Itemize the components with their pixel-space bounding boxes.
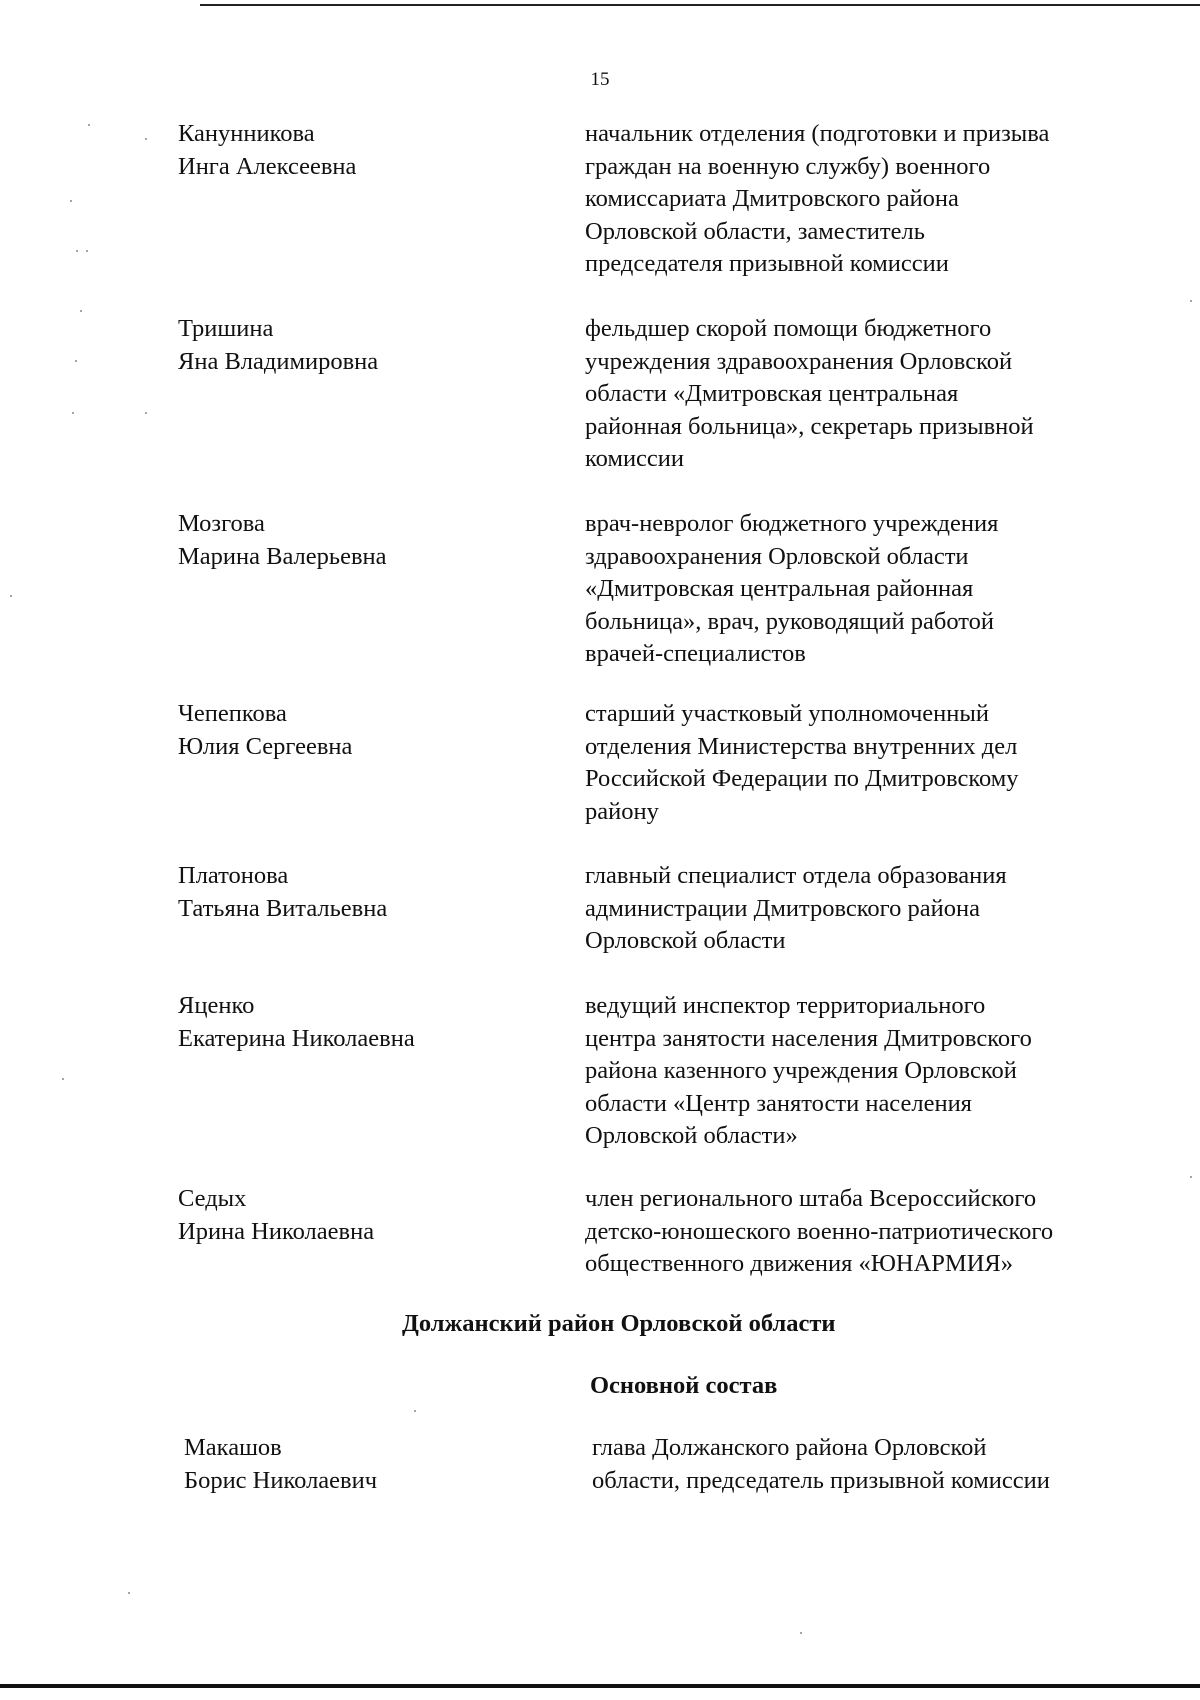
role-line: ведущий инспектор территориального xyxy=(585,992,986,1019)
member-role xyxy=(585,990,1145,1153)
role-line: главный специалист отдела образования xyxy=(585,862,1007,889)
role-line: области «Дмитровская центральная xyxy=(585,380,959,407)
member-role xyxy=(585,508,1145,671)
member-name xyxy=(178,1183,558,1248)
scan-speck xyxy=(72,412,74,414)
scan-speck xyxy=(70,200,72,202)
role-line: комиссариата Дмитровского района xyxy=(585,185,959,212)
role-line: начальник отделения (подготовки и призыва xyxy=(585,120,1050,147)
member-role xyxy=(585,118,1145,281)
role-line: старший участковый уполномоченный xyxy=(585,700,989,727)
section-title: Должанский район Орловской области xyxy=(402,1310,836,1337)
scan-speck xyxy=(80,310,82,312)
scan-edge-bottom xyxy=(0,1684,1200,1688)
member-surname: Мозгова xyxy=(178,510,265,537)
role-line: председателя призывной комиссии xyxy=(585,250,949,277)
section-subtitle: Основной состав xyxy=(590,1372,778,1399)
role-line: фельдшер скорой помощи бюджетного xyxy=(585,315,992,342)
scan-speck xyxy=(1190,1176,1192,1178)
member-surname: Канунникова xyxy=(178,120,315,147)
member-surname: Седых xyxy=(178,1185,247,1212)
member-surname: Макашов xyxy=(184,1434,282,1461)
role-line: глава Должанского района Орловской xyxy=(592,1434,987,1461)
member-surname: Чепепкова xyxy=(178,700,287,727)
scan-speck xyxy=(75,360,77,362)
member-role xyxy=(585,1183,1145,1281)
role-line: области, председатель призывной комиссии xyxy=(592,1466,1050,1494)
member-given-names: Марина Валерьевна xyxy=(178,542,387,570)
role-line: администрации Дмитровского района xyxy=(585,894,980,922)
role-line: Орловской области» xyxy=(585,1122,798,1149)
member-name xyxy=(178,118,558,183)
page-number: 15 xyxy=(590,69,610,90)
scan-edge-top xyxy=(200,4,1200,6)
member-given-names: Екатерина Николаевна xyxy=(178,1024,415,1052)
scan-speck xyxy=(76,250,78,252)
member-role xyxy=(585,313,1145,476)
member-name xyxy=(178,698,558,763)
member-given-names: Татьяна Витальевна xyxy=(178,894,388,922)
role-line: врачей-специалистов xyxy=(585,640,806,667)
member-surname: Платонова xyxy=(178,862,289,889)
member-name xyxy=(178,990,558,1055)
scan-speck xyxy=(62,1078,64,1080)
scan-speck xyxy=(145,138,147,140)
member-name xyxy=(178,860,558,925)
member-given-names: Борис Николаевич xyxy=(184,1466,378,1494)
role-line: области «Центр занятости населения xyxy=(585,1089,972,1117)
member-surname: Тришина xyxy=(178,315,274,342)
role-line: детско-юношеского военно-патриотического xyxy=(585,1217,1054,1245)
role-line: Орловской области, заместитель xyxy=(585,217,925,245)
scan-speck xyxy=(86,250,88,252)
scan-speck xyxy=(145,412,147,414)
member-name xyxy=(178,313,558,378)
member-role xyxy=(592,1432,1152,1497)
role-line: учреждения здравоохранения Орловской xyxy=(585,347,1013,375)
role-line: районная больница», секретарь призывной xyxy=(585,412,1034,440)
member-given-names: Ирина Николаевна xyxy=(178,1217,375,1245)
member-role xyxy=(585,698,1145,828)
role-line: центра занятости населения Дмитровского xyxy=(585,1024,1032,1052)
scan-speck xyxy=(10,595,12,597)
scan-speck xyxy=(1190,300,1192,302)
member-given-names: Юлия Сергеевна xyxy=(178,732,353,760)
role-line: района казенного учреждения Орловской xyxy=(585,1057,1017,1084)
member-surname: Яценко xyxy=(178,992,255,1019)
role-line: граждан на военную службу) военного xyxy=(585,152,991,180)
scan-speck xyxy=(88,124,90,126)
role-line: Орловской области xyxy=(585,927,786,954)
member-role xyxy=(585,860,1145,958)
role-line: общественного движения «ЮНАРМИЯ» xyxy=(585,1250,1013,1277)
role-line: Российской Федерации по Дмитровскому xyxy=(585,765,1019,792)
role-line: району xyxy=(585,797,659,825)
role-line: врач-невролог бюджетного учреждения xyxy=(585,510,999,537)
role-line: здравоохранения Орловской области xyxy=(585,542,969,570)
member-name xyxy=(178,508,558,573)
role-line: больница», врач, руководящий работой xyxy=(585,607,995,635)
role-line: комиссии xyxy=(585,445,685,472)
scan-speck xyxy=(800,1632,802,1634)
role-line: член регионального штаба Всероссийского xyxy=(585,1185,1037,1212)
scan-speck xyxy=(128,1592,130,1594)
member-given-names: Инга Алексеевна xyxy=(178,152,357,180)
member-given-names: Яна Владимировна xyxy=(178,347,379,375)
scan-speck xyxy=(414,1410,416,1412)
member-name xyxy=(184,1432,564,1497)
role-line: «Дмитровская центральная районная xyxy=(585,575,974,602)
role-line: отделения Министерства внутренних дел xyxy=(585,732,1018,760)
